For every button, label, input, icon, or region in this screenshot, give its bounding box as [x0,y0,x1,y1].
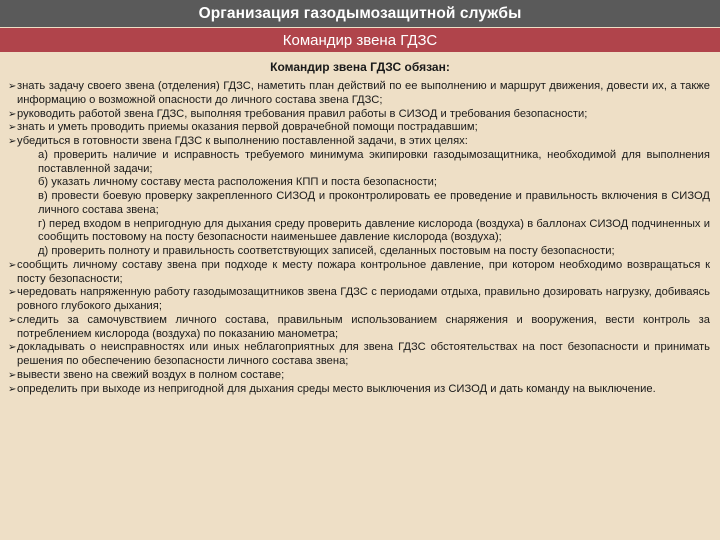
sub-list-item: г) перед входом в непригодную для дыхания среду проверить давление кислорода (воздуха) в баллонах СИЗОД подчиненных и сообщить постовому на посту безопасности наименьшее давление кислорода (воздуха); [38,217,710,244]
list-item [8,314,710,342]
section-heading: Командир звена ГДЗС обязан: [270,60,450,74]
slide-subtitle: Командир звена ГДЗС [282,31,438,49]
list-item-text: следить за самочувствием личного состава, правильным использованием снаряжения и вооружения, вести контроль за потреблением кислорода (воздуха) по показанию манометра; [17,313,710,340]
list-item [8,108,710,122]
arrow-bullet-icon: ➢ [8,108,17,120]
list-item-text: определить при выходе из непригодной для дыхания среды место выключения из СИЗОД и дать команду на выключение. [17,382,656,395]
title-bar [0,0,720,27]
subtitle-bar [0,28,720,52]
arrow-bullet-icon: ➢ [8,81,17,92]
list-item [8,286,710,314]
list-item-text: вывести звено на свежий воздух в полном составе; [17,368,285,381]
arrow-bullet-icon: ➢ [8,259,17,271]
arrow-bullet-icon: ➢ [8,383,17,395]
list-item-text: сообщить личному составу звена при подходе к месту пожара контрольное давление, при котором необходимо возвращаться к посту безопасности; [17,258,710,285]
list-item-text: убедиться в готовности звена ГДЗС к выполнению поставленной задачи, в этих целях: [17,135,468,147]
list-item-text: докладывать о неисправностях или иных неблагоприятных для звена ГДЗС обстоятельствах на пост безопасности и принимать решения по обеспечению безопасности личного состава звена; [17,341,710,367]
sub-list-item: д) проверить полноту и правильность соответствующих записей, сделанных постовым на посту безопасности; [38,245,615,257]
list-item-text: руководить работой звена ГДЗС, выполняя требования правил работы в СИЗОД и требования безопасности; [17,107,588,120]
sub-list-item: в) провести боевую проверку закрепленного СИЗОД и проконтролировать ее проведение и правильность включения в СИЗОД личного состава звена; [38,190,710,216]
arrow-bullet-icon: ➢ [8,287,17,299]
arrow-bullet-icon: ➢ [8,342,17,354]
arrow-bullet-icon: ➢ [8,122,17,134]
list-item [8,383,710,397]
sub-list-item: б) указать личному составу места расположения КПП и поста безопасности; [38,176,437,189]
arrow-bullet-icon: ➢ [8,314,17,326]
list-item-text: чередовать напряженную работу газодымозащитников звена ГДЗС с периодами отдыха, правильно дозировать нагрузку, добиваясь ровного глубокого дыхания; [17,286,710,312]
list-item [8,341,710,369]
list-item [8,259,710,287]
list-item [8,121,710,135]
arrow-bullet-icon: ➢ [8,136,17,147]
list-item [8,369,710,383]
list-item-text: знать и уметь проводить приемы оказания первой доврачебной помощи пострадавшим; [17,121,478,134]
list-item [8,135,710,149]
arrow-bullet-icon: ➢ [8,369,17,381]
duties-list [8,80,710,396]
list-item-text: знать задачу своего звена (отделения) ГДЗС, наметить план действий по ее выполнению и маршрут движения, довести их, а также информацию о возможной опасности до личного состава звена ГДЗС; [17,80,710,106]
sub-list-item: а) проверить наличие и исправность требуемого минимума экипировки газодымозащитника, необходимой для выполнения поставленной задачи; [38,148,710,175]
slide-title: Организация газодымозащитной службы [198,4,522,22]
list-item [8,80,710,108]
